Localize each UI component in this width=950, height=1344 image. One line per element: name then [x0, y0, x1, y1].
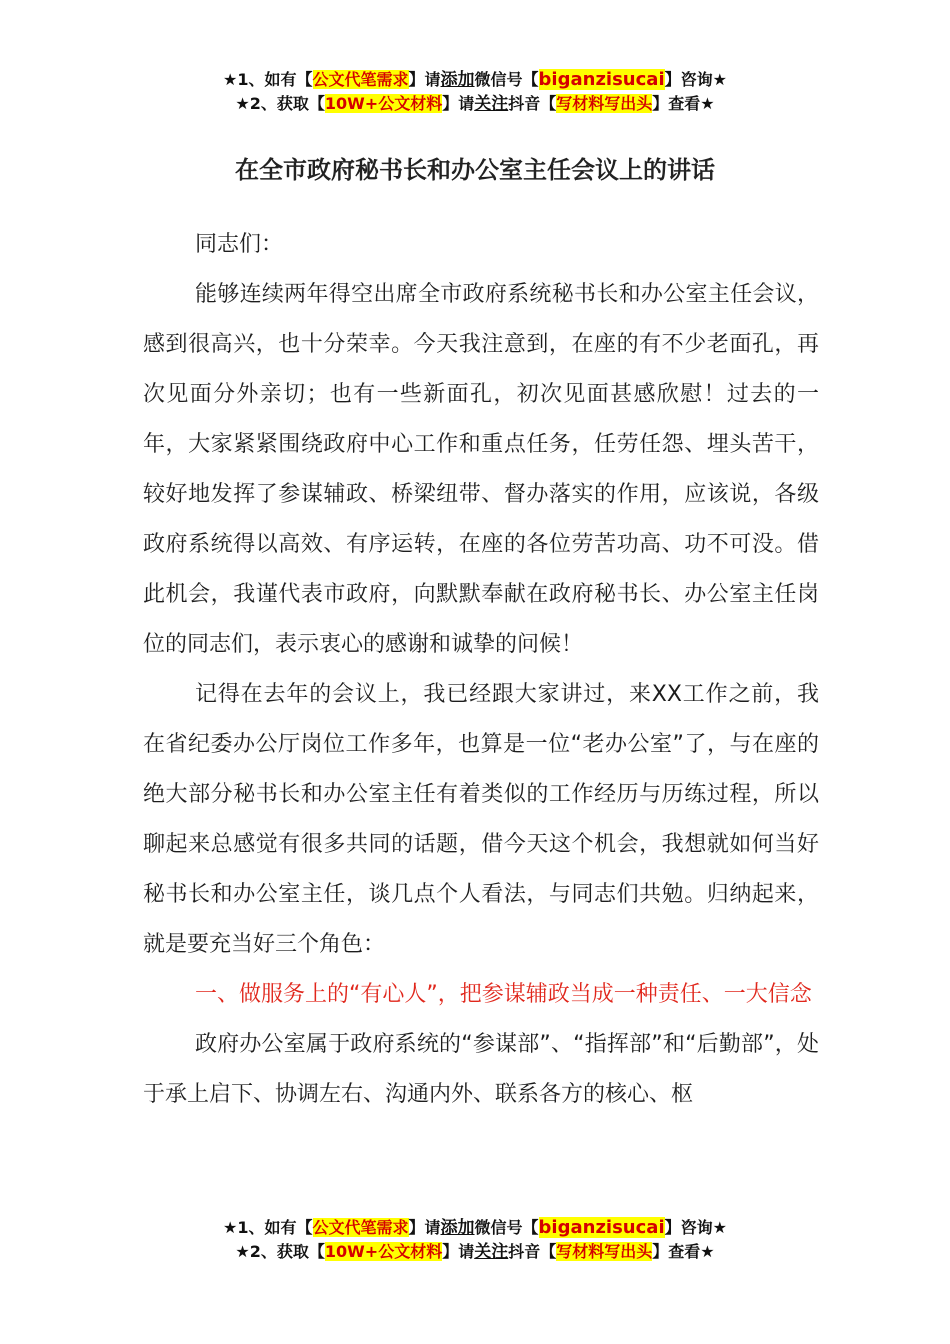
- star-icon: ★: [223, 1218, 238, 1237]
- promo-text: 1、如有【: [237, 70, 313, 89]
- promo-line-2: [0, 92, 950, 116]
- promo-wechat-id: biganzisucai: [538, 1217, 665, 1238]
- promo-underline-text: 关注: [474, 1242, 509, 1262]
- promo-text: 】查看: [652, 1242, 701, 1261]
- document-body: [143, 220, 819, 1120]
- promo-text: 抖音【: [508, 94, 557, 113]
- paragraph: 记得在去年的会议上，我已经跟大家讲过，来XX工作之前，我在省纪委办公厅岗位工作多年，也算是一位“老办公室”了，与在座的绝大部分秘书长和办公室主任有着类似的工作经历与历练过程，所以聊起来总感觉有很多共同的话题，借今天这个机会，我想就如何当好秘书长和办公室主任，谈几点个人看法，与同志们共勉。归纳起来，就是要充当好三个角色：: [143, 682, 819, 957]
- promo-underline-text: 添加: [440, 70, 475, 90]
- document-title: 在全市政府秘书长和办公室主任会议上的讲话: [235, 156, 715, 184]
- promo-text: 】请: [442, 94, 475, 113]
- promo-text: 微信号【: [474, 70, 539, 89]
- promo-douyin-account: 写材料写出头: [556, 94, 653, 113]
- star-icon: ★: [700, 94, 715, 113]
- promo-text: 】请: [442, 1242, 475, 1261]
- promo-text: 2、获取【: [249, 1242, 325, 1261]
- paragraph: 能够连续两年得空出席全市政府系统秘书长和办公室主任会议，感到很高兴，也十分荣幸。今天我注意到，在座的有不少老面孔，再次见面分外亲切；也有一些新面孔，初次见面甚感欣慰！过去的一年，大家紧紧围绕政府中心工作和重点任务，任劳任怨、埋头苦干，较好地发挥了参谋辅政、桥梁纽带、督办落实的作用，应该说，各级政府系统得以高效、有序运转，在座的各位劳苦功高、功不可没。借此机会，我谨代表市政府，向默默奉献在政府秘书长、办公室主任岗位的同志们，表示衷心的感谢和诚挚的问候！: [143, 282, 819, 657]
- promo-text: 】查看: [652, 94, 701, 113]
- paragraph: 政府办公室属于政府系统的“参谋部”、“指挥部”和“后勤部”，处于承上启下、协调左右、沟通内外、联系各方的核心、枢: [143, 1032, 819, 1107]
- star-icon: ★: [235, 94, 250, 113]
- star-icon: ★: [700, 1242, 715, 1261]
- promo-text: 】请: [408, 1218, 441, 1237]
- star-icon: ★: [235, 1242, 250, 1261]
- promo-text: 】请: [408, 70, 441, 89]
- star-icon: ★: [712, 70, 727, 89]
- promo-text: 】咨询: [664, 1218, 713, 1237]
- header-promo-banner: [0, 68, 950, 116]
- promo-text: 微信号【: [474, 1218, 539, 1237]
- promo-underline-text: 添加: [440, 1218, 475, 1238]
- promo-highlight: 公文代笔需求: [312, 70, 409, 89]
- star-icon: ★: [712, 1218, 727, 1237]
- salutation: 同志们：: [195, 232, 284, 257]
- promo-text: 】咨询: [664, 70, 713, 89]
- promo-highlight: 10W+公文材料: [324, 1242, 443, 1261]
- promo-text: 抖音【: [508, 1242, 557, 1261]
- promo-highlight: 10W+公文材料: [324, 94, 443, 113]
- promo-line-2: [0, 1240, 950, 1264]
- section-heading: 一、做服务上的“有心人”，把参谋辅政当成一种责任、一大信念: [195, 982, 812, 1007]
- promo-wechat-id: biganzisucai: [538, 69, 665, 90]
- promo-underline-text: 关注: [474, 94, 509, 114]
- promo-text: 2、获取【: [249, 94, 325, 113]
- promo-text: 1、如有【: [237, 1218, 313, 1237]
- promo-douyin-account: 写材料写出头: [556, 1242, 653, 1261]
- footer-promo-banner: [0, 1216, 950, 1264]
- promo-highlight: 公文代笔需求: [312, 1218, 409, 1237]
- promo-line-1: [0, 68, 950, 92]
- star-icon: ★: [223, 70, 238, 89]
- promo-line-1: [0, 1216, 950, 1240]
